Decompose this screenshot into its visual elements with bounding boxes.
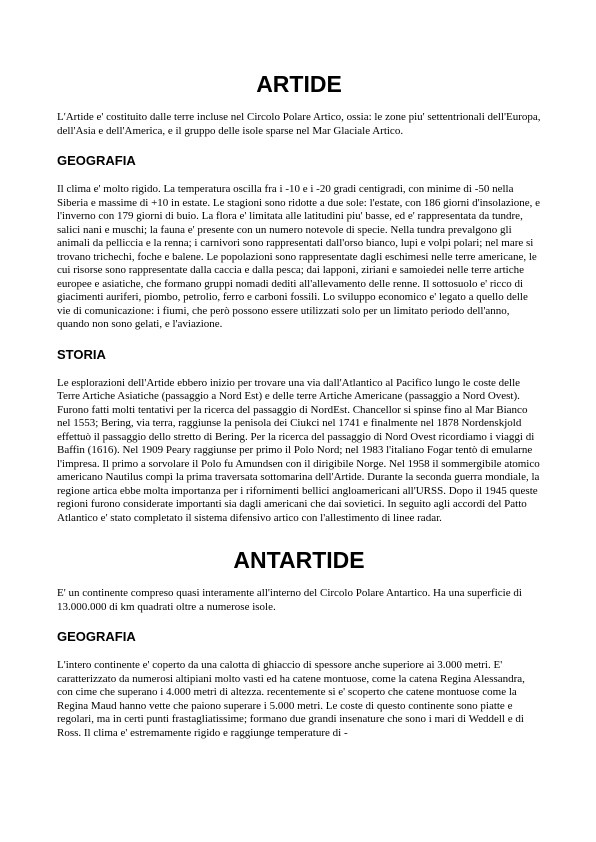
antartide-geografia-paragraph: L'intero continente e' coperto da una calotta di ghiaccio di spessore anche superiore ai 3.000 metri. E' caratterizzato da numerosi altipiani molto vasti ed ha catene montuose, come la catena Regina Alessandra, con cime che superano i 4.000 metri di altezza. recentemente si e' scoperto che catene montuose come la Regina Maud hanno vette che paiono superare i 5.000 metri. Le coste di questo continente sono piatte e regolari, ma in certi punti frastagliatissime; formano due grandi insenature che sono i mari di Weddell e di Ross. Il clima e' estremamente rigido e raggiunge temperature di - xyxy=(57,659,525,739)
page-title-antartide: ANTARTIDE xyxy=(233,547,365,573)
artide-geografia-paragraph: Il clima e' molto rigido. La temperatura oscilla fra i -10 e i -20 gradi centigradi, con minime di -50 nella Siberia e massime di +10 in estate. Le stagioni sono ridotte a due sole: l'estate, con 186 giorni d'insolazione, e l'inverno con 179 giorni di buio. La flora e' limitata alle latitudini piu' basse, ed e' rappresentata da tundre, salici nani e muschi; la fauna e' presente con un numero notevole di specie. Nella tundra prevalgono gli animali da pelliccia e la renna; i carnivori sono rappresentati dall'orso bianco, lupi e volpi polari; nel mare si trovano trichechi, foche e balene. Le popolazioni sono rappresentate dagli eschimesi nelle terre americane, le cui risorse sono rappresentate dalla caccia e dalla pesca; dai lapponi, ziriani e samoiedei nelle terre artiche europee e asiatiche, che formano gruppi nomadi dediti all'allevamento delle renne. Il sottosuolo e' ricco di giacimenti auriferi, piombo, petrolio, ferro e carboni fossili. Lo sviluppo economico e' legato a quello delle vie di comunicazione: i fiumi, che però possono essere utilizzati solo per un limitato periodo dell'anno, quando non sono gelati, e l'aviazione. xyxy=(57,183,541,330)
page-title-artide: ARTIDE xyxy=(256,71,342,97)
document-page xyxy=(57,0,541,740)
artide-storia-paragraph: Le esplorazioni dell'Artide ebbero inizio per trovare una via dall'Atlantico al Pacifico lungo le coste delle Terre Artiche Asiatiche (passaggio a Nord Est) e delle terre Artiche Americane (passaggio a Nord Ovest). Furono fatti molti tentativi per la ricerca del passaggio di NordEst. Chancellor si spinse fino al Mar Bianco nel 1553; Bering, via terra, raggiunse la penisola dei Ciukci nel 1741 e finalmente nel 1878 Nordenskjold effettuò il passaggio dello stretto di Bering. Per la ricerca del passaggio di Nord Ovest ricordiamo i viaggi di Baffin (1616). Nel 1909 Peary raggiunse per primo il Polo Nord; nel 1983 l'italiano Fogar tentò di emularne l'impresa. Il primo a sorvolare il Polo fu Amundsen con il dirigibile Norge. Nel 1958 il sommergibile atomico americano Nautilus compì la prima traversata sottomarina dell'Artide. Durante la seconda guerra mondiale, la regione artica ebbe molta importanza per i rifornimenti bellici angloamericani all'URSS. Dopo il 1945 queste regioni furono considerate importanti sia dagli americani che dai sovietici. In seguito agli accordi del Patto Atlantico e' stato completato il sistema difensivo artico con l'allestimento di linee radar. xyxy=(57,376,540,524)
section-heading-artide-geografia: GEOGRAFIA xyxy=(57,153,136,168)
section-heading-antartide-geografia: GEOGRAFIA xyxy=(57,629,136,644)
antartide-intro-paragraph: E' un continente compreso quasi interamente all'interno del Circolo Polare Antartico. Ha una superficie di 13.000.000 di km quadrati oltre a numerose isole. xyxy=(57,587,522,613)
section-heading-artide-storia: STORIA xyxy=(57,346,106,362)
artide-intro-paragraph: L'Artide e' costituito dalle terre incluse nel Circolo Polare Artico, ossia: le zone piu' settentrionali dell'Europa, dell'Asia e dell'America, e il gruppo delle isole sparse nel Mar Glaciale Artico. xyxy=(57,111,541,137)
